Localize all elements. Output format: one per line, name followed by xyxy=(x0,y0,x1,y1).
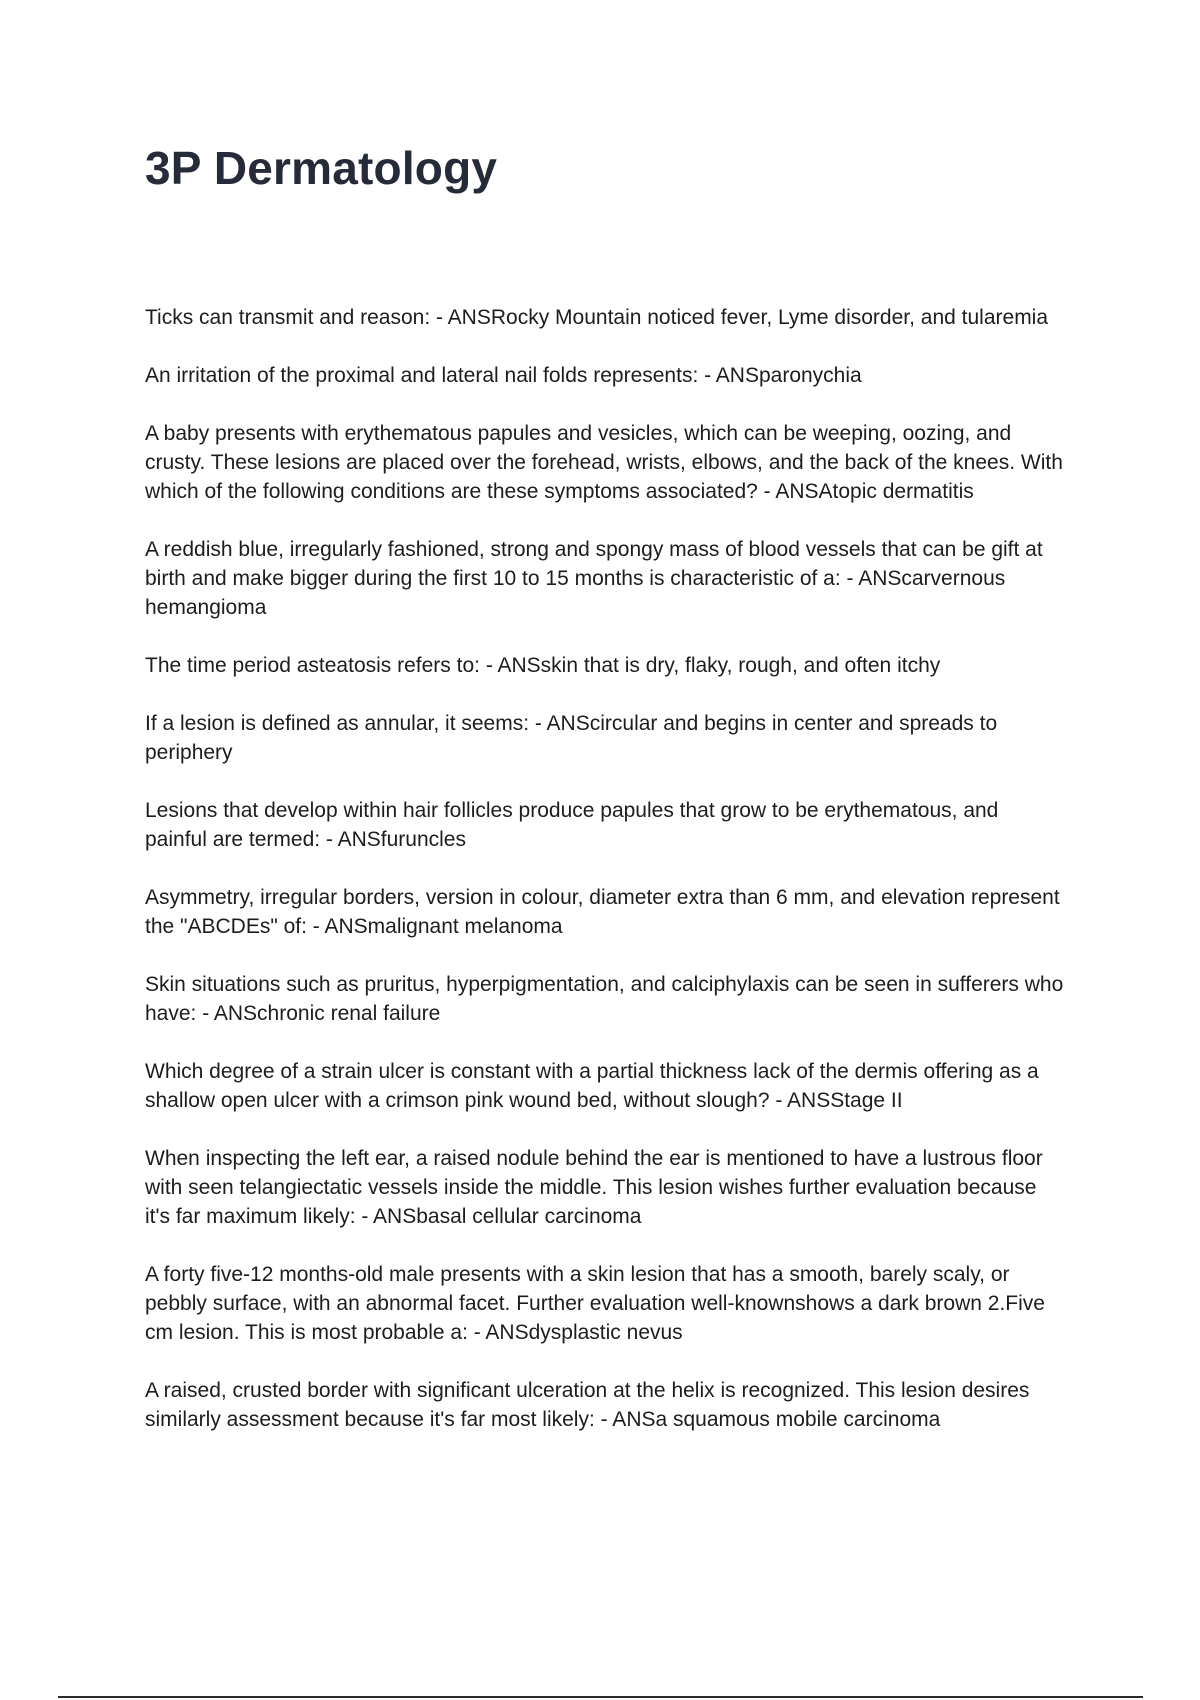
qa-item: A reddish blue, irregularly fashioned, strong and spongy mass of blood vessels that can be gift at birth and make bigger during the first 10 to 15 months is characteristic of a: - ANScarvernous hemangioma xyxy=(145,538,1043,619)
qa-item: Lesions that develop within hair follicles produce papules that grow to be erythematous, and painful are termed: - ANSfuruncles xyxy=(145,799,999,851)
qa-item: An irritation of the proximal and lateral nail folds represents: - ANSparonychia xyxy=(145,364,862,387)
document-title: 3P Dermatology xyxy=(145,142,498,194)
qa-item: Which degree of a strain ulcer is constant with a partial thickness lack of the dermis offering as a shallow open ulcer with a crimson pink wound bed, without slough? - ANSStage II xyxy=(145,1060,1039,1112)
qa-item: A baby presents with erythematous papules and vesicles, which can be weeping, oozing, and crusty. These lesions are placed over the forehead, wrists, elbows, and the back of the knees. With which of the following conditions are these symptoms associated? - ANSAtopic dermatitis xyxy=(145,422,1063,503)
qa-item: A forty five-12 months-old male presents with a skin lesion that has a smooth, barely scaly, or pebbly surface, with an abnormal facet. Further evaluation well-knownshows a dark brown 2.Five cm lesion. This is most probable a: - ANSdysplastic nevus xyxy=(145,1263,1045,1344)
qa-item: Ticks can transmit and reason: - ANSRocky Mountain noticed fever, Lyme disorder, and tularemia xyxy=(145,306,1049,329)
page-bottom-divider xyxy=(58,1696,1143,1698)
qa-item: When inspecting the left ear, a raised nodule behind the ear is mentioned to have a lustrous floor with seen telangiectatic vessels inside the middle. This lesion wishes further evaluation because it's far maximum likely: - ANSbasal cellular carcinoma xyxy=(145,1147,1043,1228)
qa-item: The time period asteatosis refers to: - ANSskin that is dry, flaky, rough, and often itchy xyxy=(145,654,941,677)
qa-item: A raised, crusted border with significant ulceration at the helix is recognized. This lesion desires similarly assessment because it's far most likely: - ANSa squamous mobile carcinoma xyxy=(145,1379,1030,1431)
qa-item: Asymmetry, irregular borders, version in colour, diameter extra than 6 mm, and elevation represent the "ABCDEs" of: - ANSmalignant melanoma xyxy=(145,886,1060,938)
qa-item: If a lesion is defined as annular, it seems: - ANScircular and begins in center and spreads to periphery xyxy=(145,712,998,764)
qa-list xyxy=(145,303,1065,1463)
qa-item: Skin situations such as pruritus, hyperpigmentation, and calciphylaxis can be seen in sufferers who have: - ANSchronic renal failure xyxy=(145,973,1064,1025)
